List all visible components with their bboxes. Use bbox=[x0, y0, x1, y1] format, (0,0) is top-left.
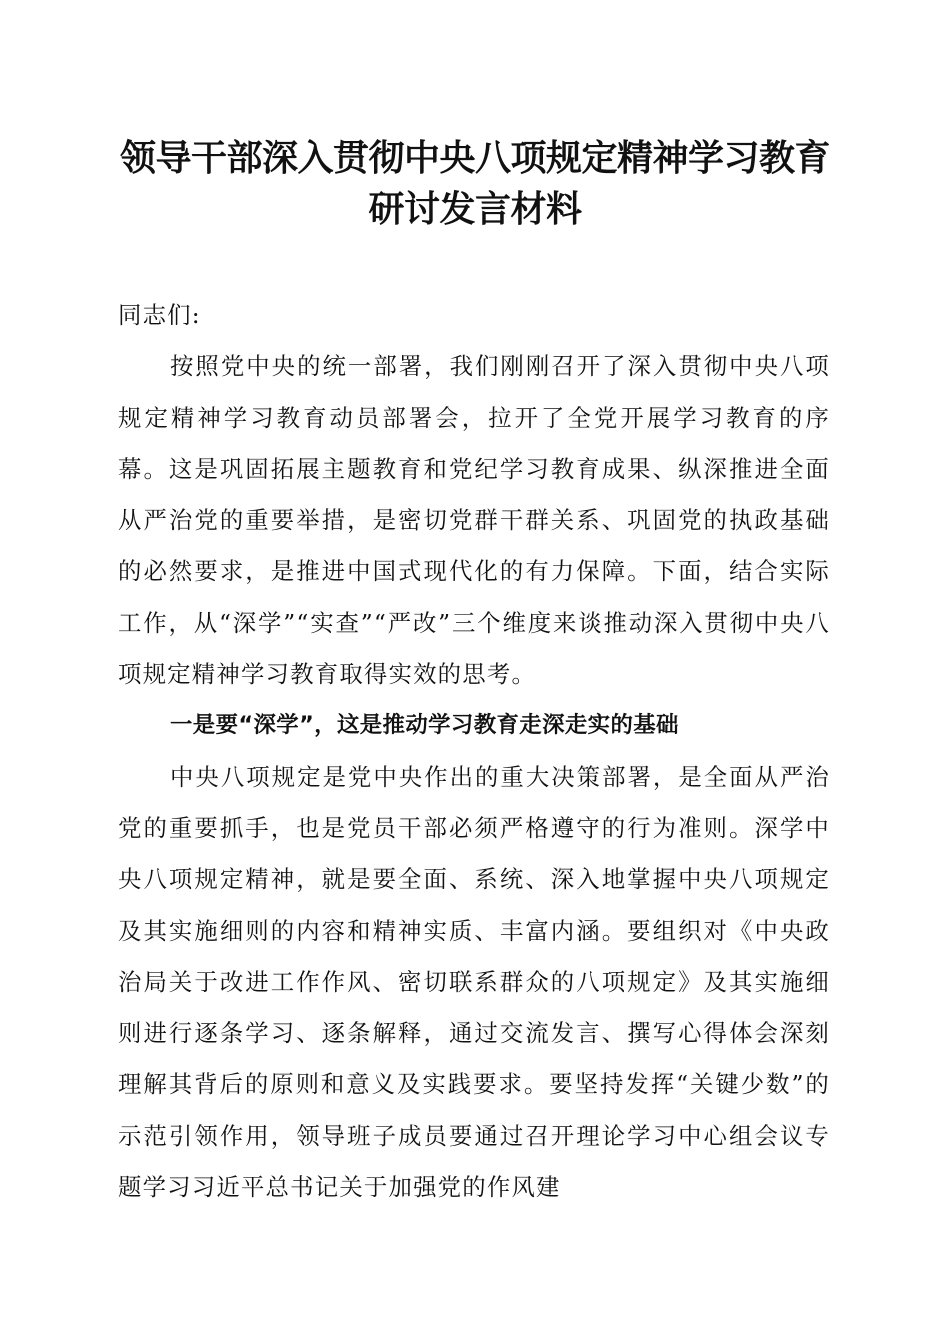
title-line-2: 研讨发言材料 bbox=[368, 188, 582, 230]
section-1-heading: 一是要“深学”，这是推动学习教育走深走实的基础 bbox=[170, 712, 679, 739]
section-1-paragraph: 中央八项规定是党中央作出的重大决策部署，是全面从严治党的重要抓手，也是党员干部必须严格遵守的行为准则。深学中央八项规定精神，就是要全面、系统、深入地掌握中央八项规定及其实施细则的内容和精神实质、丰富内涵。要组织对《中央政治局关于改进工作作风、密切联系群众的八项规定》及其实施细则进行逐条学习、逐条解释，通过交流发言、撰写心得体会深刻理解其背后的原则和意义及实践要求。要坚持发挥“关键少数”的示范引领作用，领导班子成员要通过召开理论学习中心组会议专题学习习近平总书记关于加强党的作风建 bbox=[118, 762, 830, 1202]
salutation: 同志们: bbox=[118, 301, 201, 329]
document-title bbox=[100, 133, 850, 235]
title-line-1: 领导干部深入贯彻中央八项规定精神学习教育 bbox=[119, 137, 830, 179]
document-body bbox=[118, 290, 830, 1213]
intro-paragraph: 按照党中央的统一部署，我们刚刚召开了深入贯彻中央八项规定精神学习教育动员部署会，拉开了全党开展学习教育的序幕。这是巩固拓展主题教育和党纪学习教育成果、纵深推进全面从严治党的重要举措，是密切党群干群关系、巩固党的执政基础的必然要求，是推进中国式现代化的有力保障。下面，结合实际工作，从“深学”“实查”“严改”三个维度来谈推动深入贯彻中央八项规定精神学习教育取得实效的思考。 bbox=[118, 352, 830, 689]
